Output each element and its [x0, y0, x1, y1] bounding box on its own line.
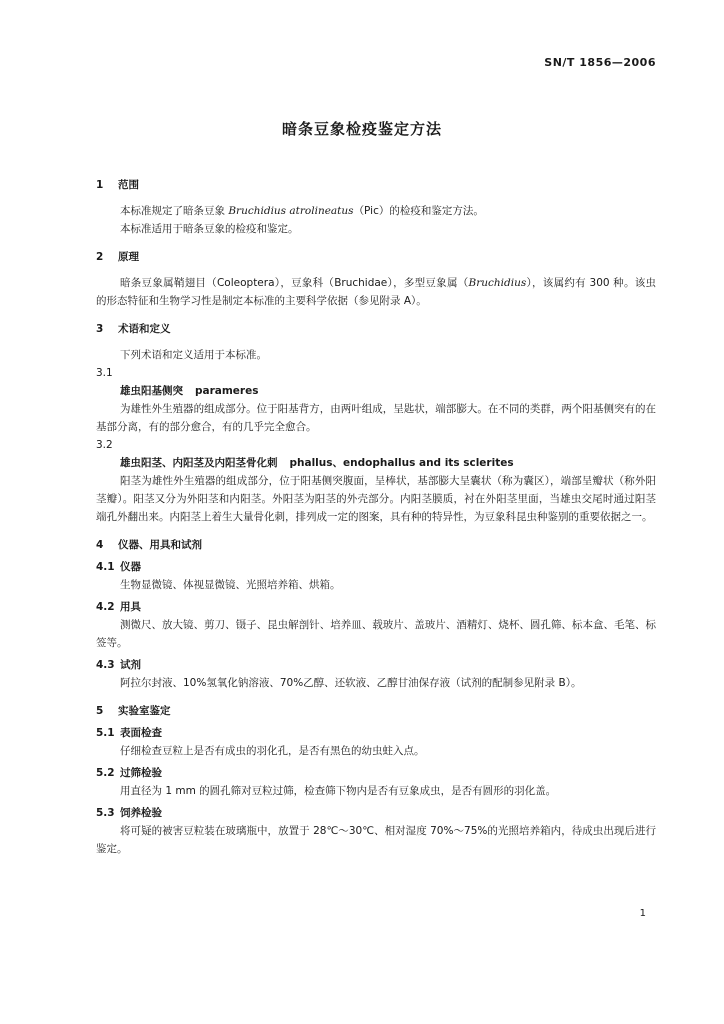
subsection-text: 阿拉尔封液、10%氢氧化钠溶液、70%乙醇、还软液、乙醇甘油保存液（试剂的配制参见附录 B）。 [120, 677, 582, 689]
subsection-text: 仔细检查豆粒上是否有成虫的羽化孔，是否有黑色的幼虫蛀入点。 [120, 745, 425, 757]
subsection-number: 5.3 [96, 807, 115, 819]
term-chinese: 雄虫阳基侧突 [120, 385, 183, 397]
term-english: parameres [195, 385, 259, 397]
subsection-title: 饲养检验 [120, 807, 162, 819]
subsection-heading [96, 598, 656, 616]
term-definition: 阳茎为雄性外生殖器的组成部分，位于阳基侧突腹面，呈棒状，基部膨大呈囊状（称为囊区），端部呈瓣状（称外阳茎瓣）。阳茎又分为外阳茎和内阳茎。外阳茎为阳茎的外壳部分。内阳茎膜质，衬在外阳茎里面，当雄虫交尾时通过阳茎端孔外翻出来。内阳茎上着生大量骨化刺，排列成一定的图案，具有种的特异性，为豆象科昆虫种鉴别的重要依据之一。 [96, 475, 656, 523]
principle-paragraph [96, 274, 656, 310]
subsection-heading [96, 804, 656, 822]
subsection-heading [96, 558, 656, 576]
subsection-title: 试剂 [120, 659, 141, 671]
clause-number: 3.1 [96, 367, 113, 379]
subsection-text: 测微尺、放大镜、剪刀、镊子、昆虫解剖针、培养皿、载玻片、盖玻片、酒精灯、烧杯、圆孔筛、标本盒、毛笔、标签等。 [96, 619, 656, 649]
section-number: 3 [96, 323, 104, 335]
section-heading-lab-identification [96, 702, 656, 720]
section-title: 实验室鉴定 [118, 705, 171, 717]
subsection-title: 过筛检验 [120, 767, 162, 779]
section-title: 原理 [118, 251, 139, 263]
terms-intro: 下列术语和定义适用于本标准。 [120, 349, 267, 361]
subsection-title: 仪器 [120, 561, 141, 573]
term-heading [96, 382, 656, 400]
scope-paragraph-1 [96, 202, 656, 220]
term-heading [96, 454, 656, 472]
term-english: phallus、endophallus and its sclerites [289, 457, 514, 469]
text-run: 暗条豆象属鞘翅目（Coleoptera），豆象科（Bruchidae），多型豆象属（ [120, 277, 469, 289]
subsection-heading [96, 764, 656, 782]
subsection-text: 将可疑的被害豆粒装在玻璃瓶中，放置于 28℃～30℃、相对湿度 70%～75%的光照培养箱内，待成虫出现后进行鉴定。 [96, 825, 656, 855]
term-definition: 为雄性外生殖器的组成部分。位于阳基背方，由两叶组成，呈匙状，端部膨大。在不同的类群，两个阳基侧突有的在基部分离，有的部分愈合，有的几乎完全愈合。 [96, 403, 656, 433]
section-number: 2 [96, 251, 104, 263]
document-body [96, 176, 656, 858]
subsection-number: 5.2 [96, 767, 115, 779]
subsection-number: 5.1 [96, 727, 115, 739]
term-chinese: 雄虫阳茎、内阳茎及内阳茎骨化刺 [120, 457, 278, 469]
scope-paragraph-2: 本标准适用于暗条豆象的检疫和鉴定。 [120, 223, 299, 235]
section-number: 5 [96, 705, 104, 717]
section-title: 仪器、用具和试剂 [118, 539, 202, 551]
section-title: 术语和定义 [118, 323, 171, 335]
section-heading-principle [96, 248, 656, 266]
subsection-number: 4.3 [96, 659, 115, 671]
standard-code: SN/T 1856—2006 [544, 56, 656, 69]
subsection-text: 用直径为 1 mm 的圆孔筛对豆粒过筛，检查筛下物内是否有豆象成虫，是否有圆形的羽化盖。 [120, 785, 557, 797]
subsection-text: 生物显微镜、体视显微镜、光照培养箱、烘箱。 [120, 579, 341, 591]
section-title: 范围 [118, 179, 139, 191]
section-heading-scope [96, 176, 656, 194]
section-heading-terms [96, 320, 656, 338]
text-run: ），该属约有 300 种。该虫的形态特征和生物学习性是制定本标准的主要科学依据（参见附录 A）。 [96, 277, 656, 307]
subsection-title: 用具 [120, 601, 141, 613]
text-run: 本标准规定了暗条豆象 [120, 205, 229, 217]
subsection-number: 4.2 [96, 601, 115, 613]
section-heading-equipment [96, 536, 656, 554]
section-number: 1 [96, 179, 104, 191]
subsection-heading [96, 656, 656, 674]
clause-number: 3.2 [96, 439, 113, 451]
species-name: Bruchidius atrolineatus [228, 205, 354, 217]
page-number: 1 [639, 908, 646, 919]
document-title: 暗条豆象检疫鉴定方法 [281, 120, 442, 138]
subsection-number: 4.1 [96, 561, 115, 573]
text-run: （Pic）的检疫和鉴定方法。 [353, 205, 484, 217]
section-number: 4 [96, 539, 104, 551]
subsection-title: 表面检查 [120, 727, 162, 739]
subsection-heading [96, 724, 656, 742]
genus-name: Bruchidius [468, 277, 527, 289]
